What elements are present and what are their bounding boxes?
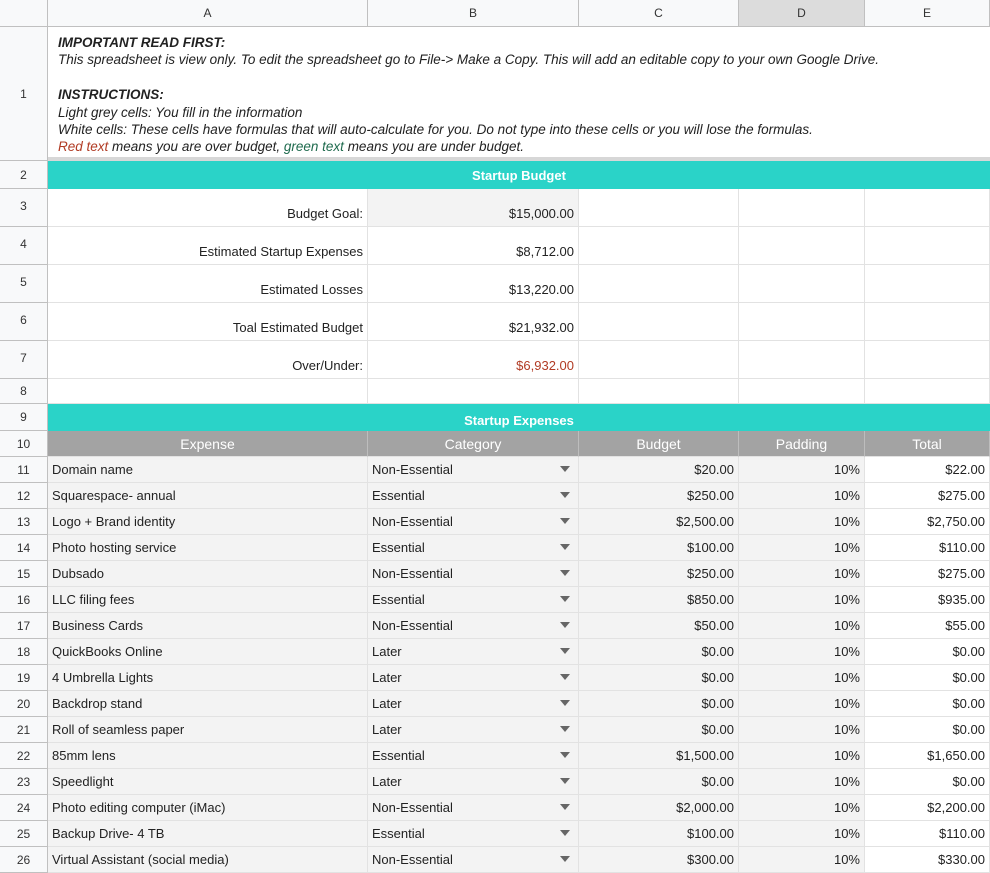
row-header[interactable]: 3 [0, 189, 48, 227]
dropdown-arrow-icon[interactable] [560, 466, 570, 472]
legend-end-text: means you are under budget. [343, 139, 525, 155]
expense-name-cell[interactable]: Backdrop stand [48, 691, 368, 717]
category-select[interactable] [368, 613, 579, 639]
startup-expenses-value[interactable]: $8,712.00 [368, 227, 579, 265]
total-cell[interactable]: $2,750.00 [865, 509, 990, 535]
dropdown-arrow-icon[interactable] [560, 648, 570, 654]
padding-cell[interactable]: 10% [739, 483, 865, 509]
expense-row [0, 717, 990, 743]
important-title: IMPORTANT READ FIRST: [58, 35, 226, 50]
empty-cell[interactable] [579, 341, 739, 379]
important-text: This spreadsheet is view only. To edit the spreadsheet go to File-> Make a Copy. This will add an editable copy to your own Google Drive. [58, 52, 880, 68]
empty-cell[interactable] [865, 303, 990, 341]
row-5 [0, 265, 990, 303]
budget-cell[interactable]: $850.00 [579, 587, 739, 613]
expense-name-cell[interactable]: Photo editing computer (iMac) [48, 795, 368, 821]
dropdown-arrow-icon[interactable] [560, 622, 570, 628]
expense-name-cell[interactable]: Photo hosting service [48, 535, 368, 561]
total-cell[interactable]: $0.00 [865, 717, 990, 743]
dropdown-arrow-icon[interactable] [560, 726, 570, 732]
dropdown-arrow-icon[interactable] [560, 492, 570, 498]
startup-budget-banner[interactable]: Startup Budget [48, 161, 990, 189]
budget-cell[interactable]: $300.00 [579, 847, 739, 873]
padding-cell[interactable]: 10% [739, 561, 865, 587]
empty-cell[interactable] [739, 379, 865, 404]
row-header[interactable]: 4 [0, 227, 48, 265]
expense-name-cell[interactable]: Domain name [48, 457, 368, 483]
total-cell[interactable]: $935.00 [865, 587, 990, 613]
row-header[interactable]: 10 [0, 431, 48, 457]
column-header-d[interactable]: D [739, 0, 865, 27]
row-6 [0, 303, 990, 341]
category-value: Essential [372, 488, 425, 503]
total-cell[interactable]: $22.00 [865, 457, 990, 483]
category-select[interactable] [368, 509, 579, 535]
row-header[interactable]: 17 [0, 613, 48, 639]
dropdown-arrow-icon[interactable] [560, 544, 570, 550]
row-2 [0, 161, 990, 189]
expense-row [0, 847, 990, 873]
expense-row [0, 613, 990, 639]
category-select[interactable] [368, 483, 579, 509]
row-header[interactable]: 20 [0, 691, 48, 717]
budget-cell[interactable]: $250.00 [579, 561, 739, 587]
empty-cell[interactable] [579, 227, 739, 265]
empty-cell[interactable] [865, 379, 990, 404]
empty-cell[interactable] [579, 265, 739, 303]
empty-cell[interactable] [739, 341, 865, 379]
row-header[interactable]: 9 [0, 404, 48, 431]
category-value: Non-Essential [372, 566, 453, 581]
expense-row [0, 743, 990, 769]
row-header[interactable]: 16 [0, 587, 48, 613]
column-header-c[interactable]: C [579, 0, 739, 27]
empty-cell[interactable] [739, 189, 865, 227]
legend-mid-text: means you are over budget, [108, 139, 284, 155]
dropdown-arrow-icon[interactable] [560, 830, 570, 836]
padding-cell[interactable]: 10% [739, 717, 865, 743]
budget-cell[interactable]: $0.00 [579, 665, 739, 691]
budget-cell[interactable]: $1,500.00 [579, 743, 739, 769]
total-cell[interactable]: $330.00 [865, 847, 990, 873]
budget-cell[interactable]: $100.00 [579, 535, 739, 561]
row-header[interactable]: 11 [0, 457, 48, 483]
header-padding[interactable]: Padding [739, 431, 865, 457]
category-value: Non-Essential [372, 618, 453, 633]
category-select[interactable] [368, 561, 579, 587]
dropdown-arrow-icon[interactable] [560, 674, 570, 680]
total-cell[interactable]: $0.00 [865, 691, 990, 717]
row-header[interactable]: 1 [0, 27, 48, 161]
padding-cell[interactable]: 10% [739, 509, 865, 535]
empty-cell[interactable] [865, 265, 990, 303]
category-value: Essential [372, 826, 425, 841]
expense-name-cell[interactable]: QuickBooks Online [48, 639, 368, 665]
budget-cell[interactable]: $20.00 [579, 457, 739, 483]
padding-cell[interactable]: 10% [739, 535, 865, 561]
instruction-white-cells: White cells: These cells have formulas that will auto-calculate for you. Do not type into these cells or you will lose the formulas. [58, 122, 813, 138]
total-cell[interactable]: $275.00 [865, 483, 990, 509]
legend-green-text: green text [283, 139, 344, 155]
empty-cell[interactable] [865, 227, 990, 265]
startup-expenses-label[interactable]: Estimated Startup Expenses [48, 227, 368, 265]
row-3 [0, 189, 990, 227]
legend-red-text: Red text [58, 139, 109, 155]
row-1 [0, 27, 990, 161]
category-select[interactable] [368, 665, 579, 691]
dropdown-arrow-icon[interactable] [560, 596, 570, 602]
category-select[interactable] [368, 639, 579, 665]
dropdown-arrow-icon[interactable] [560, 518, 570, 524]
empty-cell[interactable] [48, 379, 368, 404]
budget-cell[interactable]: $0.00 [579, 691, 739, 717]
category-value: Later [372, 774, 402, 789]
category-value: Non-Essential [372, 462, 453, 477]
total-budget-value[interactable]: $21,932.00 [368, 303, 579, 341]
expense-name-cell[interactable]: 4 Umbrella Lights [48, 665, 368, 691]
expense-row [0, 821, 990, 847]
row-header[interactable]: 7 [0, 341, 48, 379]
instructions-title: INSTRUCTIONS: [58, 87, 164, 103]
expense-name-cell[interactable]: LLC filing fees [48, 587, 368, 613]
row-header[interactable]: 8 [0, 379, 48, 404]
budget-cell[interactable]: $0.00 [579, 717, 739, 743]
row-header[interactable]: 21 [0, 717, 48, 743]
category-select[interactable] [368, 847, 579, 873]
expense-name-cell[interactable]: Virtual Assistant (social media) [48, 847, 368, 873]
category-value: Non-Essential [372, 800, 453, 815]
expense-row [0, 483, 990, 509]
category-value: Essential [372, 540, 425, 555]
header-total[interactable]: Total [865, 431, 990, 457]
budget-cell[interactable]: $250.00 [579, 483, 739, 509]
header-expense[interactable]: Expense [48, 431, 368, 457]
row-header[interactable]: 24 [0, 795, 48, 821]
row-header[interactable]: 13 [0, 509, 48, 535]
header-budget[interactable]: Budget [579, 431, 739, 457]
total-cell[interactable]: $55.00 [865, 613, 990, 639]
header-category[interactable]: Category [368, 431, 579, 457]
budget-cell[interactable]: $100.00 [579, 821, 739, 847]
category-select[interactable] [368, 587, 579, 613]
expense-name-cell[interactable]: Squarespace- annual [48, 483, 368, 509]
expense-name-cell[interactable]: Speedlight [48, 769, 368, 795]
dropdown-arrow-icon[interactable] [560, 778, 570, 784]
row-header[interactable]: 18 [0, 639, 48, 665]
empty-cell[interactable] [739, 303, 865, 341]
dropdown-arrow-icon[interactable] [560, 804, 570, 810]
expense-row [0, 691, 990, 717]
padding-cell[interactable]: 10% [739, 587, 865, 613]
expense-name-cell[interactable]: Roll of seamless paper [48, 717, 368, 743]
row-header[interactable]: 23 [0, 769, 48, 795]
padding-cell[interactable]: 10% [739, 613, 865, 639]
dropdown-arrow-icon[interactable] [560, 856, 570, 862]
row-header[interactable]: 15 [0, 561, 48, 587]
expense-name-cell[interactable]: Backup Drive- 4 TB [48, 821, 368, 847]
category-value: Later [372, 670, 402, 685]
padding-cell[interactable]: 10% [739, 821, 865, 847]
estimated-losses-label[interactable]: Estimated Losses [48, 265, 368, 303]
row-8 [0, 379, 990, 404]
total-cell[interactable]: $0.00 [865, 665, 990, 691]
expense-row [0, 587, 990, 613]
budget-cell[interactable]: $2,000.00 [579, 795, 739, 821]
category-select[interactable] [368, 717, 579, 743]
category-value: Later [372, 644, 402, 659]
budget-cell[interactable]: $50.00 [579, 613, 739, 639]
padding-cell[interactable]: 10% [739, 639, 865, 665]
column-header-e[interactable]: E [865, 0, 990, 27]
row-9 [0, 404, 990, 431]
row-header[interactable]: 25 [0, 821, 48, 847]
row-header[interactable]: 6 [0, 303, 48, 341]
category-select[interactable] [368, 535, 579, 561]
instruction-grey-cells: Light grey cells: You fill in the information [58, 104, 303, 120]
expense-row [0, 795, 990, 821]
category-value: Essential [372, 592, 425, 607]
expense-row [0, 561, 990, 587]
dropdown-arrow-icon[interactable] [560, 700, 570, 706]
budget-goal-label[interactable]: Budget Goal: [48, 189, 368, 227]
expense-name-cell[interactable]: 85mm lens [48, 743, 368, 769]
category-value: Non-Essential [372, 852, 453, 867]
category-value: Essential [372, 748, 425, 763]
row-7 [0, 341, 990, 379]
category-value: Later [372, 722, 402, 737]
over-under-value[interactable]: $6,932.00 [368, 341, 579, 379]
padding-cell[interactable]: 10% [739, 743, 865, 769]
expense-name-cell[interactable]: Business Cards [48, 613, 368, 639]
empty-cell[interactable] [579, 379, 739, 404]
total-cell[interactable]: $2,200.00 [865, 795, 990, 821]
category-select[interactable] [368, 691, 579, 717]
total-budget-label[interactable]: Toal Estimated Budget [48, 303, 368, 341]
row-header[interactable]: 12 [0, 483, 48, 509]
expense-row [0, 509, 990, 535]
total-cell[interactable]: $110.00 [865, 535, 990, 561]
total-cell[interactable]: $110.00 [865, 821, 990, 847]
row-10 [0, 431, 990, 457]
total-cell[interactable]: $275.00 [865, 561, 990, 587]
row-header[interactable]: 5 [0, 265, 48, 303]
empty-cell[interactable] [579, 189, 739, 227]
expense-row [0, 769, 990, 795]
empty-cell[interactable] [739, 227, 865, 265]
budget-cell[interactable]: $0.00 [579, 639, 739, 665]
expense-row [0, 639, 990, 665]
budget-cell[interactable]: $0.00 [579, 769, 739, 795]
budget-cell[interactable]: $2,500.00 [579, 509, 739, 535]
row-header[interactable]: 14 [0, 535, 48, 561]
row-header[interactable]: 19 [0, 665, 48, 691]
expense-row [0, 457, 990, 483]
total-cell[interactable]: $1,650.00 [865, 743, 990, 769]
dropdown-arrow-icon[interactable] [560, 752, 570, 758]
category-select[interactable] [368, 795, 579, 821]
estimated-losses-value[interactable]: $13,220.00 [368, 265, 579, 303]
select-all-corner[interactable] [0, 0, 48, 27]
over-under-label[interactable]: Over/Under: [48, 341, 368, 379]
empty-cell[interactable] [739, 265, 865, 303]
category-value: Non-Essential [372, 514, 453, 529]
row-header[interactable]: 26 [0, 847, 48, 873]
budget-goal-value[interactable]: $15,000.00 [368, 189, 579, 227]
column-header-a[interactable]: A [48, 0, 368, 27]
expense-name-cell[interactable]: Dubsado [48, 561, 368, 587]
padding-cell[interactable]: 10% [739, 665, 865, 691]
padding-cell[interactable]: 10% [739, 847, 865, 873]
empty-cell[interactable] [579, 303, 739, 341]
empty-cell[interactable] [368, 379, 579, 404]
padding-cell[interactable]: 10% [739, 457, 865, 483]
padding-cell[interactable]: 10% [739, 769, 865, 795]
row-header[interactable]: 22 [0, 743, 48, 769]
row-header[interactable]: 2 [0, 161, 48, 189]
instructions-note-cell[interactable] [48, 27, 990, 161]
category-select[interactable] [368, 769, 579, 795]
category-select[interactable] [368, 821, 579, 847]
category-select[interactable] [368, 743, 579, 769]
column-header-bar [0, 0, 990, 27]
total-cell[interactable]: $0.00 [865, 639, 990, 665]
row-4 [0, 227, 990, 265]
empty-cell[interactable] [865, 189, 990, 227]
dropdown-arrow-icon[interactable] [560, 570, 570, 576]
category-value: Later [372, 696, 402, 711]
empty-cell[interactable] [865, 341, 990, 379]
padding-cell[interactable]: 10% [739, 795, 865, 821]
column-header-b[interactable]: B [368, 0, 579, 27]
expense-row [0, 665, 990, 691]
total-cell[interactable]: $0.00 [865, 769, 990, 795]
category-select[interactable] [368, 457, 579, 483]
padding-cell[interactable]: 10% [739, 691, 865, 717]
startup-expenses-banner[interactable]: Startup Expenses [48, 404, 990, 431]
expense-row [0, 535, 990, 561]
expense-name-cell[interactable]: Logo + Brand identity [48, 509, 368, 535]
